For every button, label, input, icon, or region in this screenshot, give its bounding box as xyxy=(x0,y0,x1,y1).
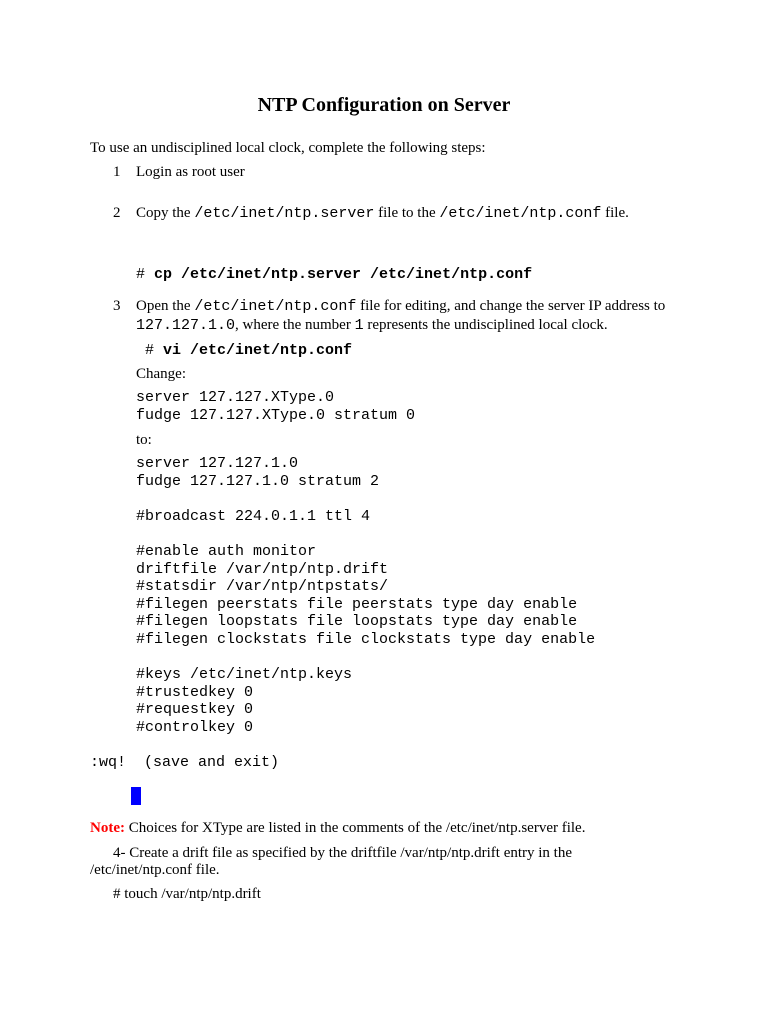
step-2-source-path: /etc/inet/ntp.server xyxy=(194,205,375,222)
note xyxy=(90,820,585,837)
intro-text: To use an undisciplined local clock, complete the following steps: xyxy=(90,140,486,156)
step-2-dest-path: /etc/inet/ntp.conf xyxy=(439,205,602,222)
step-2-number: 2 xyxy=(113,205,121,221)
step-3-number-code: 1 xyxy=(354,317,364,334)
step-3-ip: 127.127.1.0 xyxy=(136,317,236,334)
step-3-pre: Open the xyxy=(136,298,195,314)
config-after-block: server 127.127.1.0 fudge 127.127.1.0 stratum 2 #broadcast 224.0.1.1 ttl 4 #enable auth monitor driftfile /var/ntp/ntp.drift #statsdir /var/ntp/ntpstats/ #filegen peerstats file peerstats type day enable #filegen loopstats file loopstats type day enable #filegen clockstats file clockstats type day enable #keys /etc/inet/ntp.keys #trustedkey 0 #requestkey 0 #controlkey 0 xyxy=(136,455,596,736)
note-label: Note: xyxy=(90,820,125,836)
text-cursor xyxy=(131,787,141,805)
step-3-text-line2 xyxy=(136,317,608,334)
step-3-command-text: vi /etc/inet/ntp.conf xyxy=(163,342,353,359)
step-3-number: 3 xyxy=(113,298,121,314)
step-2-command xyxy=(136,266,532,283)
step-2-text xyxy=(136,205,629,222)
step-1-text: Login as root user xyxy=(136,164,245,180)
step-3-prompt: # xyxy=(145,342,164,359)
step-3-command xyxy=(145,342,352,359)
page-title: NTP Configuration on Server xyxy=(257,94,511,116)
step-3-text-line1 xyxy=(136,298,665,315)
step-4-command: # touch /var/ntp/ntp.drift xyxy=(113,886,261,902)
step-1-number: 1 xyxy=(113,164,121,180)
step-2-mid: file to the xyxy=(374,205,440,221)
step-4-line1: 4- Create a drift file as specified by the driftfile /var/ntp/ntp.drift entry in the xyxy=(113,845,573,861)
step-2-prompt: # xyxy=(136,266,155,283)
save-exit-command: :wq! (save and exit) xyxy=(90,754,280,771)
step-2-post: file. xyxy=(601,205,629,221)
note-text: Choices for XType are listed in the comments of the /etc/inet/ntp.server file. xyxy=(124,820,586,836)
step-3-mid: file for editing, and change the server IP address to xyxy=(356,298,666,314)
step-2-pre: Copy the xyxy=(136,205,195,221)
step-3-mid2: , where the number xyxy=(235,317,355,333)
step-3-conf-path: /etc/inet/ntp.conf xyxy=(194,298,357,315)
change-label: Change: xyxy=(136,366,186,382)
step-2-command-text: cp /etc/inet/ntp.server /etc/inet/ntp.conf xyxy=(154,266,533,283)
config-before-block: server 127.127.XType.0 fudge 127.127.XType.0 stratum 0 xyxy=(136,389,416,424)
step-4-line2: /etc/inet/ntp.conf file. xyxy=(90,862,220,878)
to-label: to: xyxy=(136,432,152,448)
step-3-post: represents the undisciplined local clock. xyxy=(363,317,608,333)
